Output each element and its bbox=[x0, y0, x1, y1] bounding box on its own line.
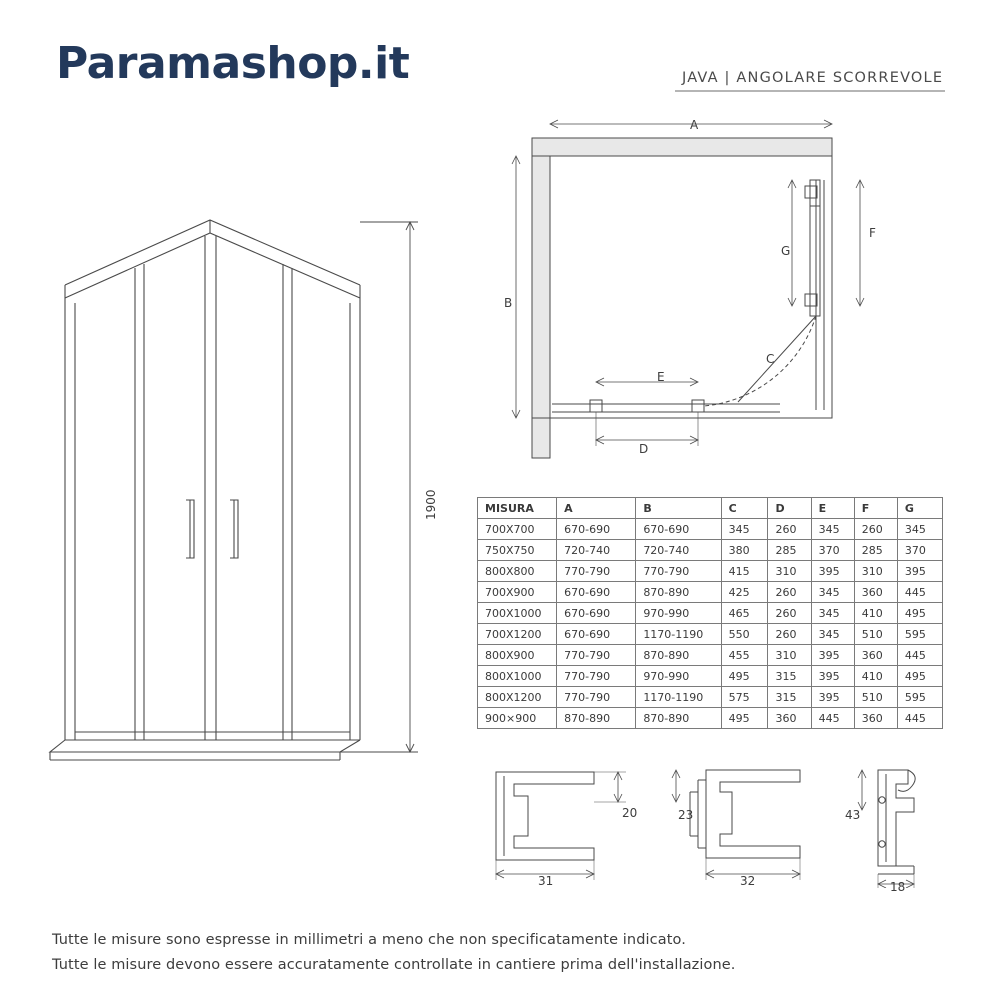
table-row bbox=[478, 645, 943, 666]
table-header-cell: G bbox=[897, 498, 942, 519]
table-cell: 345 bbox=[811, 582, 854, 603]
table-cell: 575 bbox=[721, 687, 768, 708]
table-cell: 900×900 bbox=[478, 708, 557, 729]
table-cell: 310 bbox=[768, 561, 811, 582]
profile-1-height-label: 20 bbox=[622, 806, 638, 820]
table-cell: 345 bbox=[897, 519, 942, 540]
plan-label-f: F bbox=[869, 226, 876, 240]
table-header-cell: B bbox=[636, 498, 721, 519]
table-cell: 670-690 bbox=[557, 582, 636, 603]
table-cell: 550 bbox=[721, 624, 768, 645]
table-cell: 800X1000 bbox=[478, 666, 557, 687]
table-cell: 445 bbox=[897, 582, 942, 603]
table-cell: 345 bbox=[811, 603, 854, 624]
table-cell: 700X1200 bbox=[478, 624, 557, 645]
table-row bbox=[478, 708, 943, 729]
table-header-cell: C bbox=[721, 498, 768, 519]
profile-section-2-drawing bbox=[668, 762, 848, 882]
table-cell: 395 bbox=[811, 687, 854, 708]
table-cell: 360 bbox=[854, 645, 897, 666]
table-cell: 410 bbox=[854, 666, 897, 687]
plan-label-a: A bbox=[690, 118, 699, 132]
table-cell: 495 bbox=[897, 603, 942, 624]
table-header-cell: F bbox=[854, 498, 897, 519]
table-cell: 770-790 bbox=[557, 561, 636, 582]
plan-label-b: B bbox=[504, 296, 513, 310]
table-header-cell: D bbox=[768, 498, 811, 519]
table-cell: 700X700 bbox=[478, 519, 557, 540]
table-cell: 595 bbox=[897, 624, 942, 645]
table-cell: 360 bbox=[854, 708, 897, 729]
table-row bbox=[478, 624, 943, 645]
front-view-drawing bbox=[40, 200, 440, 780]
table-cell: 315 bbox=[768, 666, 811, 687]
profile-section-3-drawing bbox=[852, 758, 992, 888]
table-cell: 495 bbox=[897, 666, 942, 687]
table-cell: 370 bbox=[897, 540, 942, 561]
measurements-table bbox=[477, 497, 943, 729]
table-cell: 455 bbox=[721, 645, 768, 666]
table-cell: 970-990 bbox=[636, 666, 721, 687]
table-cell: 370 bbox=[811, 540, 854, 561]
table-header-row bbox=[478, 498, 943, 519]
plan-view-drawing bbox=[480, 110, 950, 470]
table-cell: 345 bbox=[721, 519, 768, 540]
plan-label-d: D bbox=[639, 442, 649, 456]
table-cell: 260 bbox=[768, 582, 811, 603]
table-cell: 770-790 bbox=[557, 645, 636, 666]
table-cell: 670-690 bbox=[557, 603, 636, 624]
table-cell: 285 bbox=[768, 540, 811, 561]
plan-label-g: G bbox=[781, 244, 791, 258]
table-cell: 670-690 bbox=[636, 519, 721, 540]
profile-section-1-drawing bbox=[478, 762, 648, 882]
table-cell: 310 bbox=[768, 645, 811, 666]
table-cell: 260 bbox=[768, 603, 811, 624]
note-line-2: Tutte le misure devono essere accuratamente controllate in cantiere prima dell'installazione. bbox=[52, 957, 736, 973]
table-cell: 445 bbox=[897, 708, 942, 729]
table-cell: 800X1200 bbox=[478, 687, 557, 708]
profile-2-width-label: 32 bbox=[740, 874, 756, 888]
table-row bbox=[478, 519, 943, 540]
table-cell: 595 bbox=[897, 687, 942, 708]
front-view-height-label: 1900 bbox=[424, 489, 438, 520]
profile-3-width-label: 18 bbox=[890, 880, 906, 894]
table-cell: 345 bbox=[811, 624, 854, 645]
plan-label-c: C bbox=[766, 352, 775, 366]
table-cell: 510 bbox=[854, 624, 897, 645]
table-cell: 495 bbox=[721, 708, 768, 729]
table-cell: 415 bbox=[721, 561, 768, 582]
table-cell: 870-890 bbox=[636, 708, 721, 729]
table-cell: 870-890 bbox=[636, 582, 721, 603]
model-title: JAVA | ANGOLARE SCORREVOLE bbox=[682, 70, 944, 86]
table-cell: 380 bbox=[721, 540, 768, 561]
table-cell: 395 bbox=[811, 645, 854, 666]
table-header-cell: MISURA bbox=[478, 498, 557, 519]
table-cell: 800X800 bbox=[478, 561, 557, 582]
table-cell: 345 bbox=[811, 519, 854, 540]
table-cell: 315 bbox=[768, 687, 811, 708]
table-row bbox=[478, 540, 943, 561]
table-cell: 310 bbox=[854, 561, 897, 582]
table-cell: 1170-1190 bbox=[636, 687, 721, 708]
note-line-1: Tutte le misure sono espresse in millimetri a meno che non specificatamente indicato. bbox=[52, 932, 686, 948]
table-cell: 800X900 bbox=[478, 645, 557, 666]
table-cell: 285 bbox=[854, 540, 897, 561]
table-cell: 770-790 bbox=[636, 561, 721, 582]
table-row bbox=[478, 561, 943, 582]
table-row bbox=[478, 582, 943, 603]
table-row bbox=[478, 666, 943, 687]
table-cell: 260 bbox=[768, 519, 811, 540]
table-cell: 720-740 bbox=[557, 540, 636, 561]
table-header-cell: A bbox=[557, 498, 636, 519]
table-cell: 465 bbox=[721, 603, 768, 624]
table-cell: 670-690 bbox=[557, 624, 636, 645]
table-cell: 260 bbox=[854, 519, 897, 540]
table-cell: 360 bbox=[854, 582, 897, 603]
table-cell: 700X900 bbox=[478, 582, 557, 603]
table-cell: 770-790 bbox=[557, 666, 636, 687]
plan-label-e: E bbox=[657, 370, 665, 384]
table-cell: 870-890 bbox=[557, 708, 636, 729]
table-cell: 510 bbox=[854, 687, 897, 708]
table-cell: 395 bbox=[811, 561, 854, 582]
table-cell: 260 bbox=[768, 624, 811, 645]
table-cell: 395 bbox=[897, 561, 942, 582]
table-cell: 495 bbox=[721, 666, 768, 687]
table-cell: 360 bbox=[768, 708, 811, 729]
table-cell: 720-740 bbox=[636, 540, 721, 561]
table-cell: 1170-1190 bbox=[636, 624, 721, 645]
table-cell: 445 bbox=[897, 645, 942, 666]
profile-2-height-label: 23 bbox=[678, 808, 694, 822]
table-row bbox=[478, 687, 943, 708]
table-header-cell: E bbox=[811, 498, 854, 519]
brand-logo: Paramashop.it bbox=[56, 38, 410, 89]
table-row bbox=[478, 603, 943, 624]
table-cell: 670-690 bbox=[557, 519, 636, 540]
profile-1-width-label: 31 bbox=[538, 874, 554, 888]
table-cell: 750X750 bbox=[478, 540, 557, 561]
table-cell: 410 bbox=[854, 603, 897, 624]
table-cell: 870-890 bbox=[636, 645, 721, 666]
table-cell: 425 bbox=[721, 582, 768, 603]
profile-3-height-label: 43 bbox=[845, 808, 861, 822]
table-cell: 970-990 bbox=[636, 603, 721, 624]
header-rule bbox=[675, 88, 955, 94]
table-cell: 770-790 bbox=[557, 687, 636, 708]
table-cell: 700X1000 bbox=[478, 603, 557, 624]
table-cell: 395 bbox=[811, 666, 854, 687]
table-cell: 445 bbox=[811, 708, 854, 729]
